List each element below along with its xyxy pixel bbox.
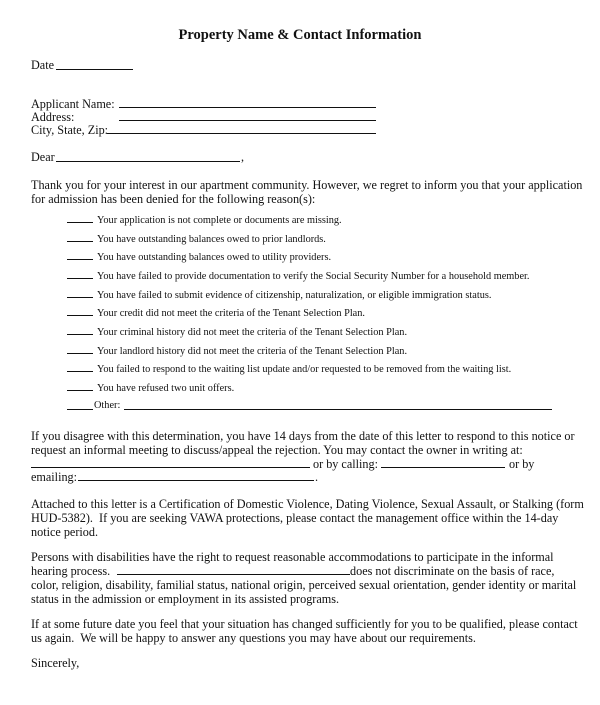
intro-line-2: for admission has been denied for the following reason(s): bbox=[31, 192, 316, 206]
reason-checkbox-blank[interactable] bbox=[67, 344, 93, 354]
or-by-label: or by bbox=[509, 457, 535, 471]
vawa-line-2: HUD-5382). If you are seeking VAWA protections, please contact the management office within the 14-day bbox=[31, 511, 559, 525]
emailing-label: emailing: bbox=[31, 470, 78, 484]
reason-text: Your criminal history did not meet the criteria of the Tenant Selection Plan. bbox=[97, 327, 408, 338]
applicant-name-field[interactable] bbox=[119, 107, 376, 108]
disabilities-line-2a: hearing process. bbox=[31, 564, 111, 578]
reason-text: You have outstanding balances owed to utility providers. bbox=[97, 252, 332, 263]
reason-checkbox-blank[interactable] bbox=[67, 325, 93, 335]
reason-checkbox-blank[interactable] bbox=[67, 362, 93, 372]
reason-checkbox-blank[interactable] bbox=[67, 269, 93, 279]
reason-checkbox-blank[interactable] bbox=[67, 213, 93, 223]
intro-line-1: Thank you for your interest in our apartment community. However, we regret to inform you that your application bbox=[31, 178, 583, 192]
reason-text: Your application is not complete or documents are missing. bbox=[97, 215, 342, 226]
reason-item[interactable] bbox=[67, 306, 365, 320]
other-checkbox-blank[interactable] bbox=[67, 409, 93, 410]
by-calling-label: or by calling: bbox=[313, 457, 378, 471]
reason-item[interactable] bbox=[67, 269, 529, 283]
reason-text: You have failed to submit evidence of citizenship, naturalization, or eligible immigration status. bbox=[97, 290, 492, 301]
reason-checkbox-blank[interactable] bbox=[67, 250, 93, 260]
reason-text: You have outstanding balances owed to prior landlords. bbox=[97, 234, 326, 245]
reason-text: You have refused two unit offers. bbox=[97, 383, 235, 394]
reason-checkbox-blank[interactable] bbox=[67, 232, 93, 242]
date-field[interactable] bbox=[56, 69, 133, 70]
city-state-zip-label: City, State, Zip: bbox=[31, 123, 109, 137]
owner-email-field[interactable] bbox=[78, 480, 314, 481]
date-label: Date bbox=[31, 58, 55, 72]
reason-item[interactable] bbox=[67, 325, 407, 339]
future-line-1: If at some future date you feel that your situation has changed sufficiently for you to be qualified, please contact bbox=[31, 617, 578, 631]
address-field[interactable] bbox=[119, 120, 376, 121]
other-reason-field[interactable] bbox=[124, 409, 552, 410]
dear-comma: , bbox=[241, 150, 245, 164]
owner-address-field[interactable] bbox=[31, 467, 310, 468]
owner-phone-field[interactable] bbox=[381, 467, 505, 468]
other-label: Other: bbox=[94, 400, 121, 411]
vawa-line-1: Attached to this letter is a Certification of Domestic Violence, Dating Violence, Sexual Assault, or Stalking (form bbox=[31, 497, 584, 511]
reason-item[interactable] bbox=[67, 381, 234, 395]
closing: Sincerely, bbox=[31, 656, 80, 670]
reason-item[interactable] bbox=[67, 213, 342, 227]
reason-text: Your landlord history did not meet the criteria of the Tenant Selection Plan. bbox=[97, 346, 408, 357]
reason-item[interactable] bbox=[67, 288, 491, 302]
reason-item[interactable] bbox=[67, 232, 326, 246]
property-name-field[interactable] bbox=[117, 574, 350, 575]
dear-label: Dear bbox=[31, 150, 55, 164]
city-state-zip-field[interactable] bbox=[107, 133, 376, 134]
disabilities-line-3: color, religion, disability, familial status, national origin, perceived sexual orientation, gender identity or marital bbox=[31, 578, 577, 592]
address-label: Address: bbox=[31, 110, 75, 124]
reason-item[interactable] bbox=[67, 362, 511, 376]
reason-item[interactable] bbox=[67, 250, 331, 264]
applicant-name-label: Applicant Name: bbox=[31, 97, 115, 111]
reason-checkbox-blank[interactable] bbox=[67, 306, 93, 316]
reason-text: You have failed to provide documentation to verify the Social Security Number for a household member. bbox=[97, 271, 530, 282]
reason-checkbox-blank[interactable] bbox=[67, 288, 93, 298]
reason-text: Your credit did not meet the criteria of the Tenant Selection Plan. bbox=[97, 308, 365, 319]
future-line-2: us again. We will be happy to answer any questions you may have about our requirements. bbox=[31, 631, 476, 645]
reason-checkbox-blank[interactable] bbox=[67, 381, 93, 391]
reason-text: You failed to respond to the waiting list update and/or requested to be removed from the waiting list. bbox=[97, 364, 512, 375]
email-period: . bbox=[315, 470, 319, 484]
disagree-line-1: If you disagree with this determination, you have 14 days from the date of this letter to respond to this notice or bbox=[31, 429, 575, 443]
vawa-line-3: notice period. bbox=[31, 525, 99, 539]
dear-name-field[interactable] bbox=[56, 161, 240, 162]
reason-item[interactable] bbox=[67, 344, 407, 358]
disagree-line-2: request an informal meeting to discuss/appeal the rejection. You may contact the owner in writing at: bbox=[31, 443, 523, 457]
disabilities-line-1: Persons with disabilities have the right to request reasonable accommodations to participate in the informal bbox=[31, 550, 554, 564]
disabilities-line-2b: does not discriminate on the basis of race, bbox=[350, 564, 555, 578]
page-title: Property Name & Contact Information bbox=[178, 27, 422, 43]
disabilities-line-4: status in the admission or employment in its assisted programs. bbox=[31, 592, 340, 606]
